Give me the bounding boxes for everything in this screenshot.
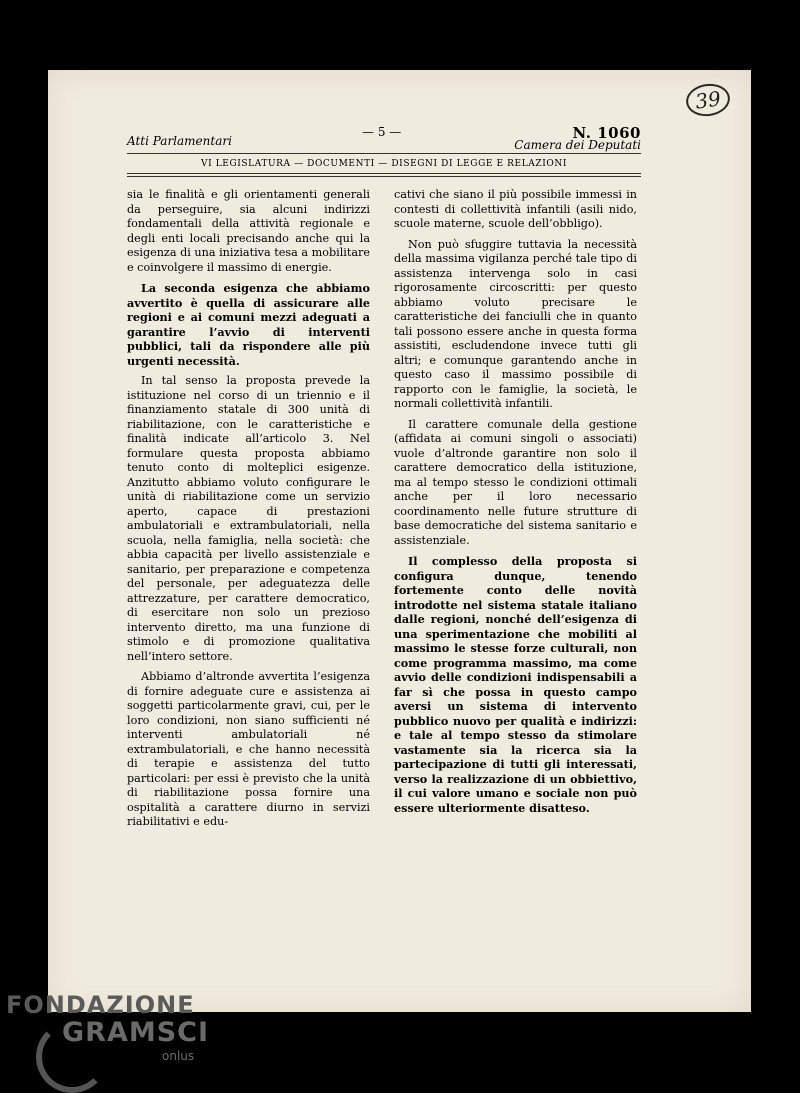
right-column xyxy=(394,188,637,821)
paragraph: sia le finalità e gli orientamenti generali da perseguire, sia alcuni indirizzi fondamentali della attività regionale e degli enti locali precisando anche qui la esigenza di una iniziativa tesa a mobilitare e coinvolgere il massimo di energie. xyxy=(127,188,370,274)
watermark-line1: FONDAZIONE xyxy=(6,991,195,1019)
subtitle-rule-top xyxy=(127,173,641,174)
header-rule xyxy=(127,153,641,154)
subtitle-rule-bottom xyxy=(127,176,641,177)
paragraph: Non può sfuggire tuttavia la necessità della massima vigilanza perché tale tipo di assistenza intervenga solo in casi rigorosamente circoscritti: per questo abbiamo voluto precisare le caratteristiche dei fanciulli che in quanto tali possono essere anche in questa forma assistiti, escludendone invece tutti gli altri; e comunque garantendo anche in questo caso il massimo possibile di rapporto con le famiglie, la società, le normali collettività infantili. xyxy=(394,237,637,410)
header-subtitle: VI LEGISLATURA — DOCUMENTI — DISEGNI DI LEGGE E RELAZIONI xyxy=(201,159,567,169)
paragraph: cativi che siano il più possibile immessi in contesti di collettività infantili (asili nido, scuole materne, scuole dell’obbligo). xyxy=(394,188,637,230)
paragraph: Il complesso della proposta si configura dunque, tenendo fortemente conto delle novità introdotte nel sistema statale italiano dalle regioni, nonché dell’esigenza di una sperimentazione che mobiliti al massimo le stesse forze culturali, non come programma massimo, ma come avvio delle condizioni indispensabili a far sì che possa in questo campo aversi un sistema di intervento pubblico nuovo per qualità e indirizzi: e tale al tempo stesso da stimolare vastamente sia la ricerca sia la partecipazione di tutti gli interessati, verso la realizzazione di un obbiettivo, il cui valore umano e sociale non può essere ulteriormente disatteso. xyxy=(394,554,637,815)
header-page-marker: — 5 — xyxy=(362,125,402,139)
left-column xyxy=(127,188,370,836)
paragraph: La seconda esigenza che abbiamo avvertito è quella di assicurare alle regioni e ai comuni mezzi adeguati a garantire l’avvio di interventi pubblici, tali da rispondere alle più urgenti necessità. xyxy=(127,281,370,368)
paragraph: In tal senso la proposta prevede la istituzione nel corso di un triennio e il finanziamento statale di 300 unità di riabilitazione, con le caratteristiche e finalità indicate all’articolo 3. Nel formulare questa proposta abbiamo tenuto conto di molteplici esigenze. Anzitutto abbiamo voluto configurare le unità di riabilitazione come un servizio aperto, capace di prestazioni ambulatoriali e extrambulatoriali, nella scuola, nella famiglia, nella società: che abbia capacità per livello assistenziale e sanitario, per preparazione e competenza del personale, per adeguatezza delle attrezzature, per carattere democratico, di esercitare non solo un prezioso intervento diretto, ma una funzione di stimolo e di promozione qualitativa nell’intero settore. xyxy=(127,374,370,663)
header-right: Camera dei Deputati xyxy=(514,138,641,152)
paragraph: Abbiamo d’altronde avvertita l’esigenza di fornire adeguate cure e assistenza ai soggetti particolarmente gravi, cui, per le loro condizioni, non siano sufficienti né interventi ambulatoriali né extrambulatoriali, e che hanno necessità di terapie e assistenza del tutto particolari: per essi è previsto che la unità di riabilitazione possa fornire una ospitalità a carattere diurno in servizi riabilitativi e edu- xyxy=(127,670,370,828)
watermark-line3: onlus xyxy=(162,1049,195,1063)
paragraph: Il carattere comunale della gestione (affidata ai comuni singoli o associati) vuole d’altronde garantire non solo il carattere democratico della istituzione, ma al tempo stesso le condizioni ottimali anche per il loro necessario coordinamento nelle future strutture di base democratiche del sistema sanitario e assistenziale. xyxy=(394,417,637,547)
header-document-number: N. 1060 xyxy=(572,124,641,142)
handwritten-page-number: 39 xyxy=(684,81,732,119)
page-header xyxy=(127,124,641,150)
foundation-watermark xyxy=(0,985,220,1075)
watermark-line2: GRAMSCI xyxy=(62,1017,210,1048)
header-left: Atti Parlamentari xyxy=(127,134,232,148)
